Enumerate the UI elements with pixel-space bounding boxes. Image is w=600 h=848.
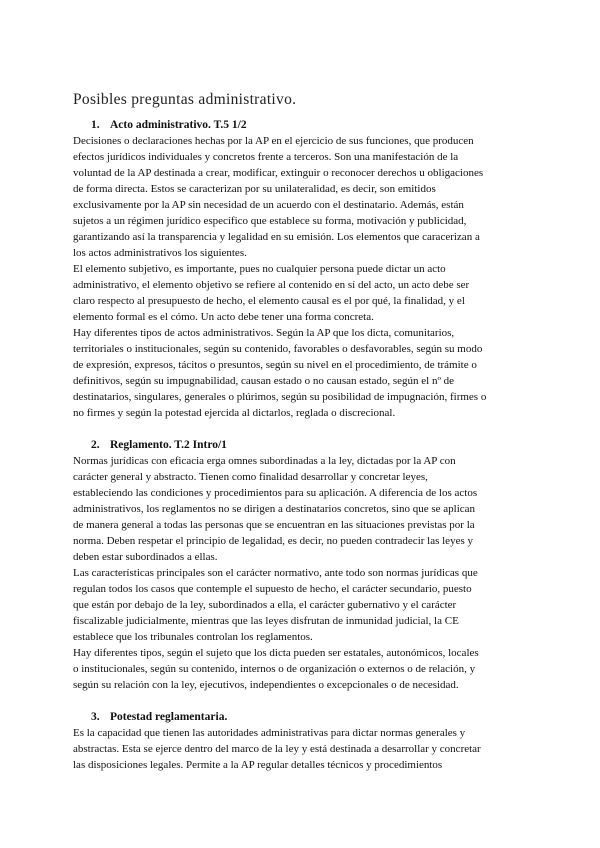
text-line: territoriales o institucionales, según su contenido, favorables o desfavorables, según su modo	[73, 343, 483, 355]
text-line: que están por debajo de la ley, subordinados a ella, el carácter gubernativo y el carácter	[73, 599, 457, 611]
paragraph	[73, 725, 529, 773]
section-title: Potestad reglamentaria.	[110, 711, 228, 723]
text-line: establece que los tribunales controlan los reglamentos.	[73, 631, 313, 643]
text-line: Decisiones o declaraciones hechas por la AP en el ejercicio de sus funciones, que producen	[73, 135, 474, 147]
text-line: sujetos a un régimen jurídico específico que establece su forma, motivación y publicidad,	[73, 215, 467, 227]
paragraph	[73, 133, 529, 261]
paragraph	[73, 565, 529, 645]
text-line: de manera general a todas las personas que se encuentran en las situaciones previstas por la	[73, 519, 475, 531]
text-line: regulan todos los casos que contemple el supuesto de hecho, el carácter secundario, puesto	[73, 583, 472, 595]
section-heading	[73, 117, 529, 133]
text-line: destinatarios, singulares, generales o plúrimos, según su posibilidad de impugnación, firmes o	[73, 391, 487, 403]
text-line: los actos administrativos los siguientes.	[73, 247, 247, 259]
text-line: Hay diferentes tipos de actos administrativos. Según la AP que los dicta, comunitarios,	[73, 327, 455, 339]
text-line: no firmes y según la potestad ejercida al dictarlos, reglada o discrecional.	[73, 407, 396, 419]
text-line: fiscalizable judicialmente, mientras que las leyes disfrutan de inmunidad judicial, la CE	[73, 615, 459, 627]
section-heading	[73, 437, 529, 453]
section-reglamento	[73, 437, 529, 693]
text-line: administrativo, el elemento objetivo se refiere al contenido en sí del acto, un acto debe ser	[73, 279, 470, 291]
section-number: 1.	[91, 119, 100, 131]
text-line: abstractas. Esta se ejerce dentro del marco de la ley y está destinada a desarrollar y concretar	[73, 743, 481, 755]
text-line: garantizando así la transparencia y legalidad en su emisión. Los elementos que caracerizan a	[73, 231, 480, 243]
text-line: carácter general y abstracto. Tienen como finalidad desarrollar y concretar leyes,	[73, 471, 428, 483]
text-line: norma. Deben respetar el principio de legalidad, es decir, no pueden contradecir las leyes y	[73, 535, 473, 547]
text-line: Es la capacidad que tienen las autoridades administrativas para dictar normas generales y	[73, 727, 466, 739]
text-line: estableciendo las condiciones y procedimientos para su aplicación. A diferencia de los actos	[73, 487, 478, 499]
text-line: Normas jurídicas con eficacia erga omnes subordinadas a la ley, dictadas por la AP con	[73, 455, 456, 467]
text-line: de forma directa. Estos se caracterizan por su unilateralidad, es decir, son emitidos	[73, 183, 436, 195]
paragraph	[73, 645, 529, 693]
section-number: 2.	[91, 439, 100, 451]
text-line: exclusivamente por la AP sin necesidad de un acuerdo con el destinatario. Además, están	[73, 199, 464, 211]
paragraph	[73, 261, 529, 325]
paragraph	[73, 325, 529, 421]
text-line: las disposiciones legales. Permite a la AP regular detalles técnicos y procedimientos	[73, 759, 443, 771]
text-line: definitivos, según su impugnabilidad, causan estado o no causan estado, según el nº de	[73, 375, 454, 387]
text-line: o institucionales, según su contenido, internos o de organización o externos o de relación, y	[73, 663, 476, 675]
section-title: Acto administrativo. T.5 1/2	[110, 119, 247, 131]
text-line: administrativos, los reglamentos no se dirigen a destinatarios concretos, sino que se aplican	[73, 503, 476, 515]
text-line: según su relación con la ley, ejecutivos, independientes o excepcionales o de necesidad.	[73, 679, 459, 691]
text-line: efectos jurídicos individuales y concretos frente a terceros. Son una manifestación de la	[73, 151, 459, 163]
text-line: elemento formal es el cómo. Un acto debe tener una forma concreta.	[73, 311, 374, 323]
section-heading	[73, 709, 529, 725]
section-potestad-reglamentaria	[73, 709, 529, 773]
text-line: de expresión, expresos, tácitos o presuntos, según su nivel en el procedimiento, de trámite o	[73, 359, 477, 371]
text-line: deben estar subordinados a ellas.	[73, 551, 218, 563]
text-line: voluntad de la AP destinada a crear, modificar, extinguir o reconocer derechos u obligaciones	[73, 167, 484, 179]
document-title: Posibles preguntas administrativo.	[73, 91, 297, 108]
text-line: claro respecto al presupuesto de hecho, el elemento causal es el por qué, la finalidad, y el	[73, 295, 465, 307]
section-acto-administrativo	[73, 117, 529, 421]
text-line: Las características principales son el carácter normativo, ante todo son normas jurídicas que	[73, 567, 478, 579]
section-number: 3.	[91, 711, 100, 723]
text-line: El elemento subjetivo, es importante, pues no cualquier persona puede dictar un acto	[73, 263, 446, 275]
paragraph	[73, 453, 529, 565]
section-title: Reglamento. T.2 Intro/1	[110, 439, 227, 451]
text-line: Hay diferentes tipos, según el sujeto que los dicta pueden ser estatales, autonómicos, locales	[73, 647, 479, 659]
